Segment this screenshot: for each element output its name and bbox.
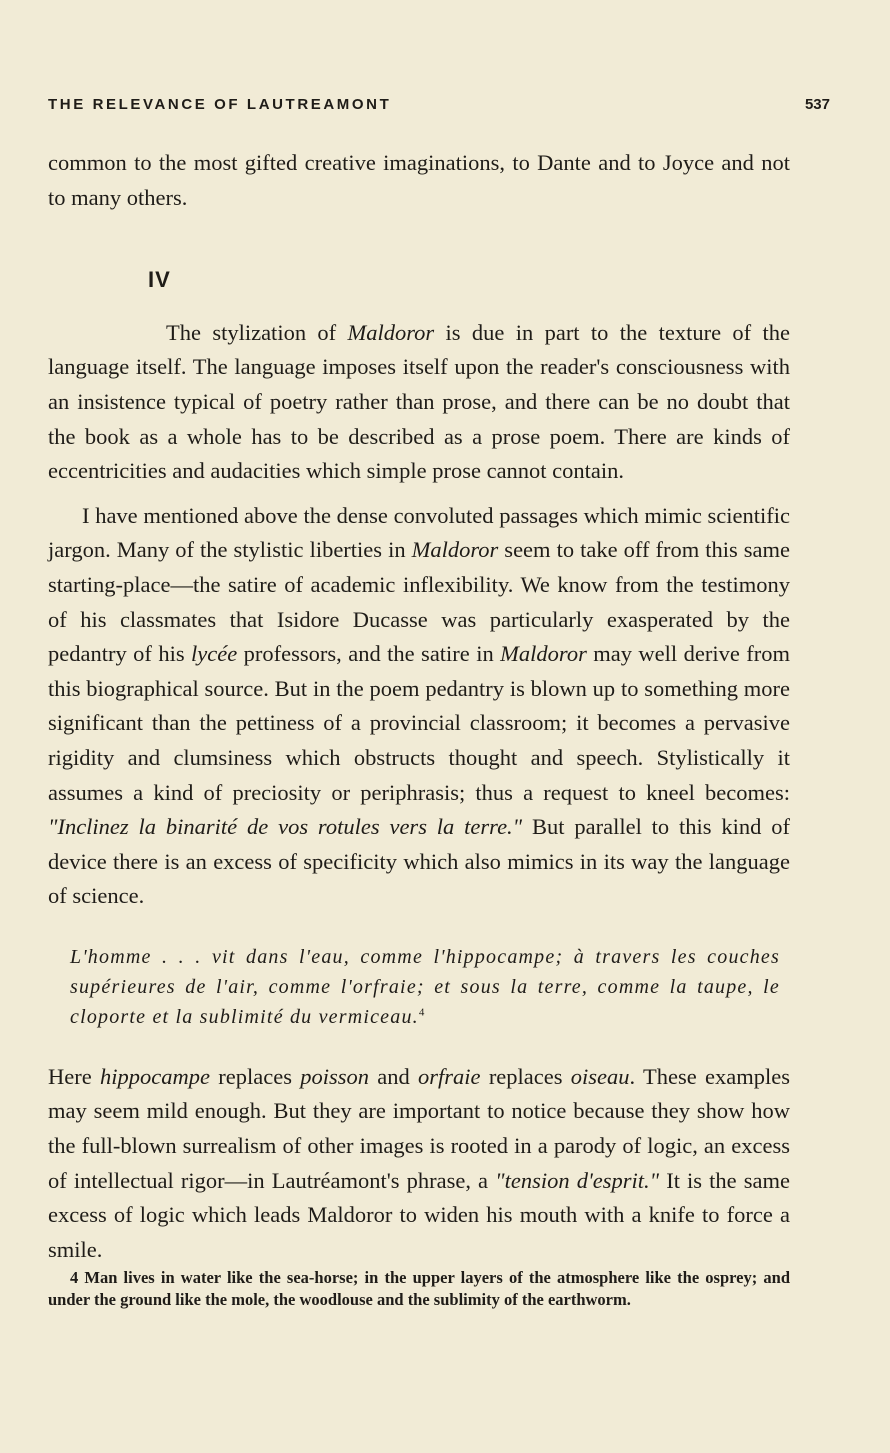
text-run: may well derive from this biographical source. But in the poem pedantry is blown up to something more significant than the pettiness of a provincial classroom; it becomes a pervasive rigidity and clumsiness which obstructs thought and speech. Stylistically it assumes a kind of preciosity or periphrasis; thus a request to kneel becomes:	[48, 641, 790, 805]
italic-word: lycée	[191, 641, 238, 667]
text-run: I have mentioned above the dense convoluted passages which mimic scientific jargon. Many of the stylistic liberties in	[48, 502, 790, 563]
italic-word: poisson	[300, 1063, 369, 1089]
italic-quotation: "tension d'esprit."	[495, 1167, 660, 1193]
paragraph-3	[48, 1060, 790, 1268]
footnote-text: Man lives in water like the sea-horse; in the upper layers of the atmosphere like the osprey; and under the ground like the mole, the woodlouse and the sublimity of the earthworm.	[48, 1268, 790, 1310]
italic-word: orfraie	[418, 1063, 481, 1089]
body-text	[48, 146, 790, 1311]
text-run: The stylization of	[166, 319, 348, 345]
running-head	[48, 96, 830, 113]
section-heading: IV	[148, 267, 171, 293]
paragraph-1	[48, 316, 790, 489]
footnote-number: 4	[70, 1268, 79, 1288]
continuation-paragraph: common to the most gifted creative imaginations, to Dante and to Joyce and not to many others.	[48, 150, 790, 210]
paragraph-2	[48, 499, 790, 914]
italic-quotation: "Inclinez la binarité de vos rotules vers la terre."	[48, 814, 523, 840]
text-run: replaces	[480, 1063, 571, 1089]
text-run: and	[369, 1063, 419, 1089]
italic-word: oiseau	[570, 1063, 630, 1089]
footnote-ref: 4	[418, 1006, 426, 1019]
text-run: replaces	[209, 1063, 301, 1089]
text-run: is due in part to the texture of the language itself. The language imposes itself upon the reader's consciousness with an insistence typical of poetry rather than prose, and there can be no doubt that the book as a whole has to be described as a prose poem. There are kinds of eccentricities and audacities which simple prose cannot contain.	[48, 319, 790, 484]
text-run: . These examples may seem mild enough. But they are important to notice because they show how the full-blown surrealism of other images is rooted in a parody of logic, an excess of intellectual rigor—in Lautréamont's phrase, a	[48, 1063, 790, 1193]
quote-text: L'homme . . . vit dans l'eau, comme l'hippocampe; à travers les couches supérieures de l'air, comme l'orfraie; et sous la terre, comme la taupe, le cloporte et la sublimité du vermiceau.	[70, 945, 780, 1028]
text-run: professors, and the satire in	[237, 641, 501, 667]
text-run: Here	[48, 1063, 100, 1089]
text-run: seem to take off from this same starting-place—the satire of academic inflexibility. We know from the testimony of his classmates that Isidore Ducasse was particularly exasperated by the pedantry of his	[48, 537, 790, 667]
italic-title: Maldoror	[347, 319, 435, 345]
text-run: But parallel to this kind of device there is an excess of specificity which also mimics in its way the language of science.	[48, 814, 791, 909]
italic-title: Maldoror	[500, 641, 587, 667]
block-quote	[70, 942, 780, 1032]
italic-word: hippocampe	[100, 1063, 210, 1089]
italic-title: Maldoror	[411, 537, 499, 563]
page-number: 537	[804, 96, 830, 113]
running-title: THE RELEVANCE OF LAUTREAMONT	[48, 96, 392, 113]
text-run: It is the same excess of logic which leads Maldoror to widen his mouth with a knife to force a smile.	[48, 1167, 790, 1262]
footnote	[48, 1267, 790, 1311]
